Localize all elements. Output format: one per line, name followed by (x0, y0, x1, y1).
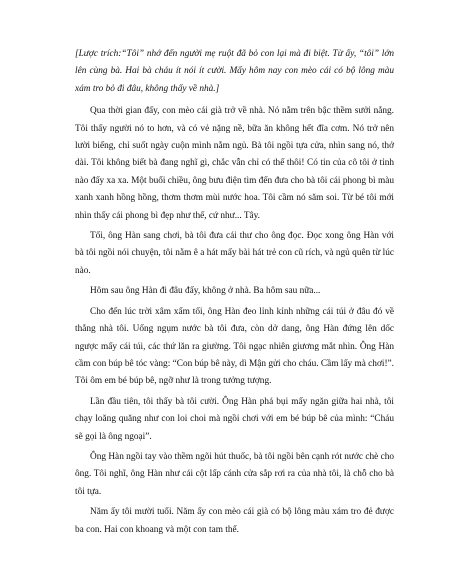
excerpt-intro-paragraph: [Lược trích:“Tôi” nhớ đến người mẹ ruột đã bỏ con lại mà đi biệt. Từ ấy, “tôi” lớn lên cùng bà. Hai bà cháu ít nói ít cười. Mấy hôm nay con mèo cái có bộ lông màu xám tro bỏ đi đâu, không thấy về nhà.] (75, 49, 394, 94)
body-paragraph: Qua thời gian đấy, con mèo cái già trở về nhà. Nó nằm trên bậc thềm sưởi nắng. Tôi thấy người nó to hơn, và có vẻ nặng nề, bữa ăn không hết đĩa cơm. Nó trở nên lười biếng, chỉ suốt ngày cuộn mình nằm ngủ. Bà tôi ngồi tựa cửa, nhìn sang nó, thở dài. Tôi không biết bà đang nghĩ gì, chắc vẫn chỉ có thế thôi! Có tin của cô tôi ở tỉnh nào đấy xa xa. Một buổi chiều, ông bưu điện tìm đến đưa cho bà tôi cái phong bì màu xanh xanh hồng hồng, thơm thơm mùi nước hoa. Tôi cầm nó săm soi. Từ bé tôi mới nhìn thấy cái phong bì đẹp như thế, cứ như... Tây. (75, 106, 394, 221)
body-paragraph: Cho đến lúc trời xâm xẩm tối, ông Hàn đeo lỉnh kỉnh những cái túi ở đâu đó về thẳng nhà tôi. Uống ngụm nước bà tôi đưa, còn dở dang, ông Hàn đứng lên dốc ngược mấy cái túi, các thứ lăn ra giường. Tôi ngạc nhiên giương mắt nhìn. Ông Hàn cầm con búp bê tóc vàng: “Con búp bê này, dì Mận gửi cho cháu. Cầm lấy mà chơi!”. Tôi ôm em bé búp bê, ngỡ như là trong tưởng tượng. (75, 306, 394, 387)
body-paragraph: Ông Hàn ngồi tay vào thềm ngõi hút thuốc, bà tôi ngồi bên cạnh rót nước chè cho ông. Tôi nghĩ, ông Hàn như cái cột lấp cánh cửa sắp rơi ra của nhà tôi, là chỗ cho bà tôi tựa. (75, 451, 394, 497)
body-paragraph: Tối, ông Hàn sang chơi, bà tôi đưa cái thư cho ông đọc. Đọc xong ông Hàn với bà tôi ngồi nói chuyện, tôi nằm ê a hát mấy bài hát trẻ con cũ rích, và ngủ quên từ lúc nào. (75, 231, 394, 276)
body-paragraph: Lần đầu tiên, tôi thấy bà tôi cười. Ông Hàn phá bụi mấy ngăn giữa hai nhà, tôi chạy loăng quăng như con loi choi mà ngồi chơi với em bé búp bê của mình: “Cháu sẽ gọi là ông ngoại”. (75, 396, 394, 442)
body-paragraph: Năm ấy tôi mười tuổi. Năm ấy con mèo cái già có bộ lông màu xám tro đẻ được ba con. Hai con khoang và một con tam thể. (75, 507, 394, 535)
body-paragraph: Hôm sau ông Hàn đi đâu đấy, không ở nhà. Ba hôm sau nữa... (90, 286, 321, 297)
